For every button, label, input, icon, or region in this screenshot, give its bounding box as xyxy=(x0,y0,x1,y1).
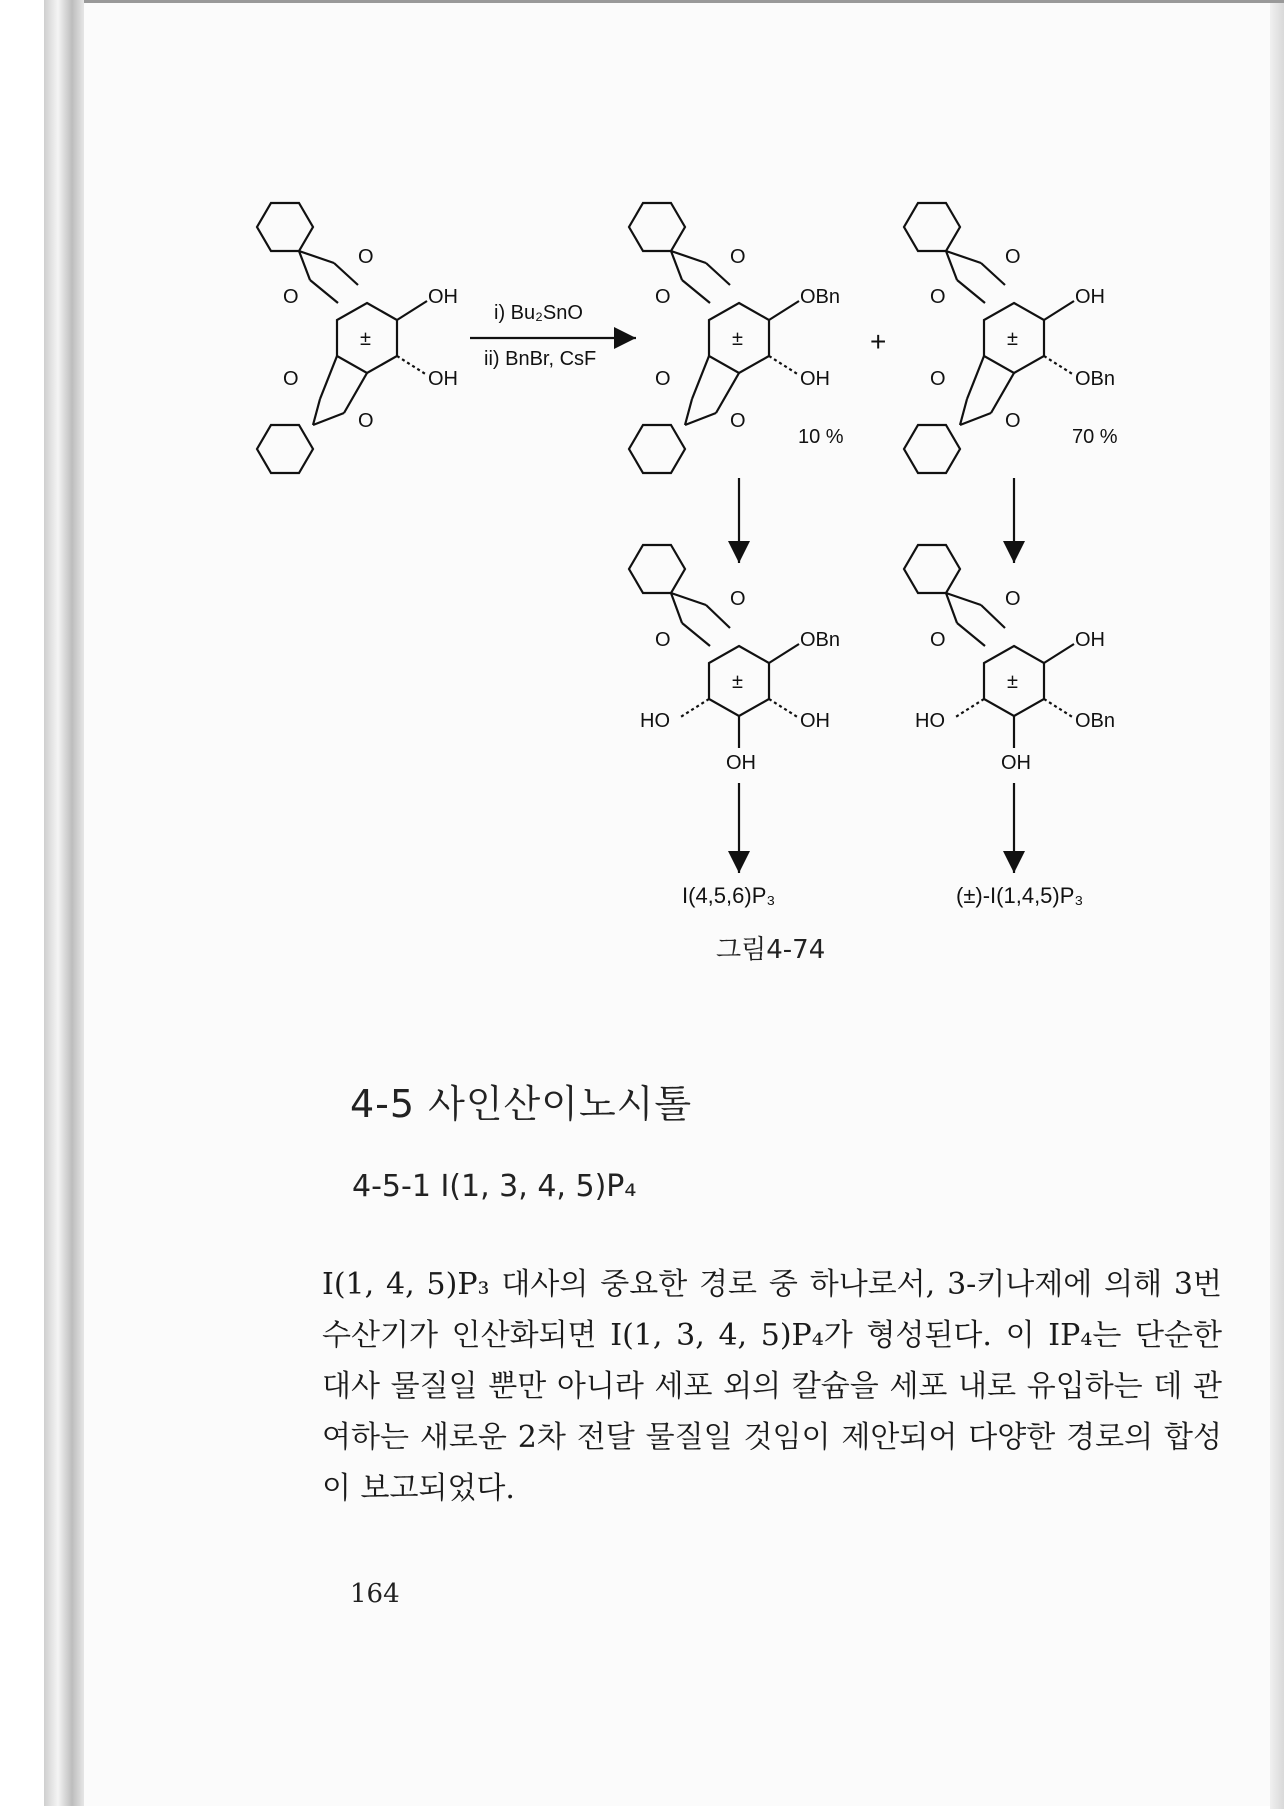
final-product-b: (±)-I(1,4,5)P₃ xyxy=(956,883,1084,908)
start-oh-lower: OH xyxy=(428,368,458,390)
book-page xyxy=(84,0,1284,1806)
body-paragraph: I(1, 4, 5)P₃ 대사의 중요한 경로 중 하나로서, 3-키나제에 의해 3번 수산기가 인산화되면 I(1, 3, 4, 5)P₄가 형성된다. 이 IP₄는 단순한 대사 물질일 뿐만 아니라 세포 외의 칼슘을 세포 내로 유입하는 데 관여하는 새로운 2차 전달 물질일 것임이 제안되어 다양한 경로의 합성이 보고되었다. xyxy=(322,1267,1222,1506)
product-b-o-left-upper: O xyxy=(930,286,946,308)
intermediate-a-center: ± xyxy=(732,671,743,693)
product-a-oh: OH xyxy=(800,368,830,390)
product-b-structure xyxy=(904,203,1074,473)
start-o-left-lower: O xyxy=(283,368,299,390)
product-b-o-left-lower: O xyxy=(930,368,946,390)
section-title: 4-5 사인산이노시톨 xyxy=(350,1082,693,1126)
intermediate-b-obn: OBn xyxy=(1075,710,1116,732)
subsection-title: 4-5-1 I(1, 3, 4, 5)P₄ xyxy=(352,1169,637,1204)
book-spine-edge xyxy=(44,0,85,1806)
intermediate-a-o-left: O xyxy=(655,629,671,651)
product-b-obn: OBn xyxy=(1075,368,1116,390)
figure-caption: 그림4-74 xyxy=(716,935,826,965)
start-o-bottom: O xyxy=(358,410,374,432)
reagent-2: ii) BnBr, CsF xyxy=(484,348,597,370)
reagent-1: i) Bu₂SnO xyxy=(494,302,583,324)
product-a-center: ± xyxy=(732,328,743,350)
product-b-center: ± xyxy=(1007,328,1018,350)
intermediate-b-o-top: O xyxy=(1005,588,1021,610)
product-b-o-bottom: O xyxy=(1005,410,1021,432)
final-product-a: I(4,5,6)P₃ xyxy=(682,883,776,908)
plus-sign: + xyxy=(870,326,887,357)
intermediate-a-oh-bottom: OH xyxy=(726,752,756,774)
start-center: ± xyxy=(360,328,371,350)
product-a-o-left-upper: O xyxy=(655,286,671,308)
intermediate-b-center: ± xyxy=(1007,671,1018,693)
intermediate-a-o-top: O xyxy=(730,588,746,610)
page-number: 164 xyxy=(350,1579,400,1609)
start-oh-upper: OH xyxy=(428,286,458,308)
product-a-obn: OBn xyxy=(800,286,841,308)
reaction-scheme xyxy=(84,3,1284,963)
intermediate-b-oh-bottom: OH xyxy=(1001,752,1031,774)
start-o-left-upper: O xyxy=(283,286,299,308)
product-a-yield: 10 % xyxy=(798,426,844,448)
product-a-o-bottom: O xyxy=(730,410,746,432)
product-b-yield: 70 % xyxy=(1072,426,1118,448)
product-b-o-top: O xyxy=(1005,246,1021,268)
intermediate-a-oh-right: OH xyxy=(800,710,830,732)
product-a-structure xyxy=(629,203,799,473)
product-a-o-left-lower: O xyxy=(655,368,671,390)
intermediate-a-ho-left: HO xyxy=(640,710,670,732)
starting-material-structure xyxy=(257,203,427,473)
product-b-oh: OH xyxy=(1075,286,1105,308)
intermediate-a-obn: OBn xyxy=(800,629,841,651)
product-a-o-top: O xyxy=(730,246,746,268)
intermediate-b-oh-right: OH xyxy=(1075,629,1105,651)
intermediate-b-o-left: O xyxy=(930,629,946,651)
intermediate-b-ho-left: HO xyxy=(915,710,945,732)
start-o-top: O xyxy=(358,246,374,268)
